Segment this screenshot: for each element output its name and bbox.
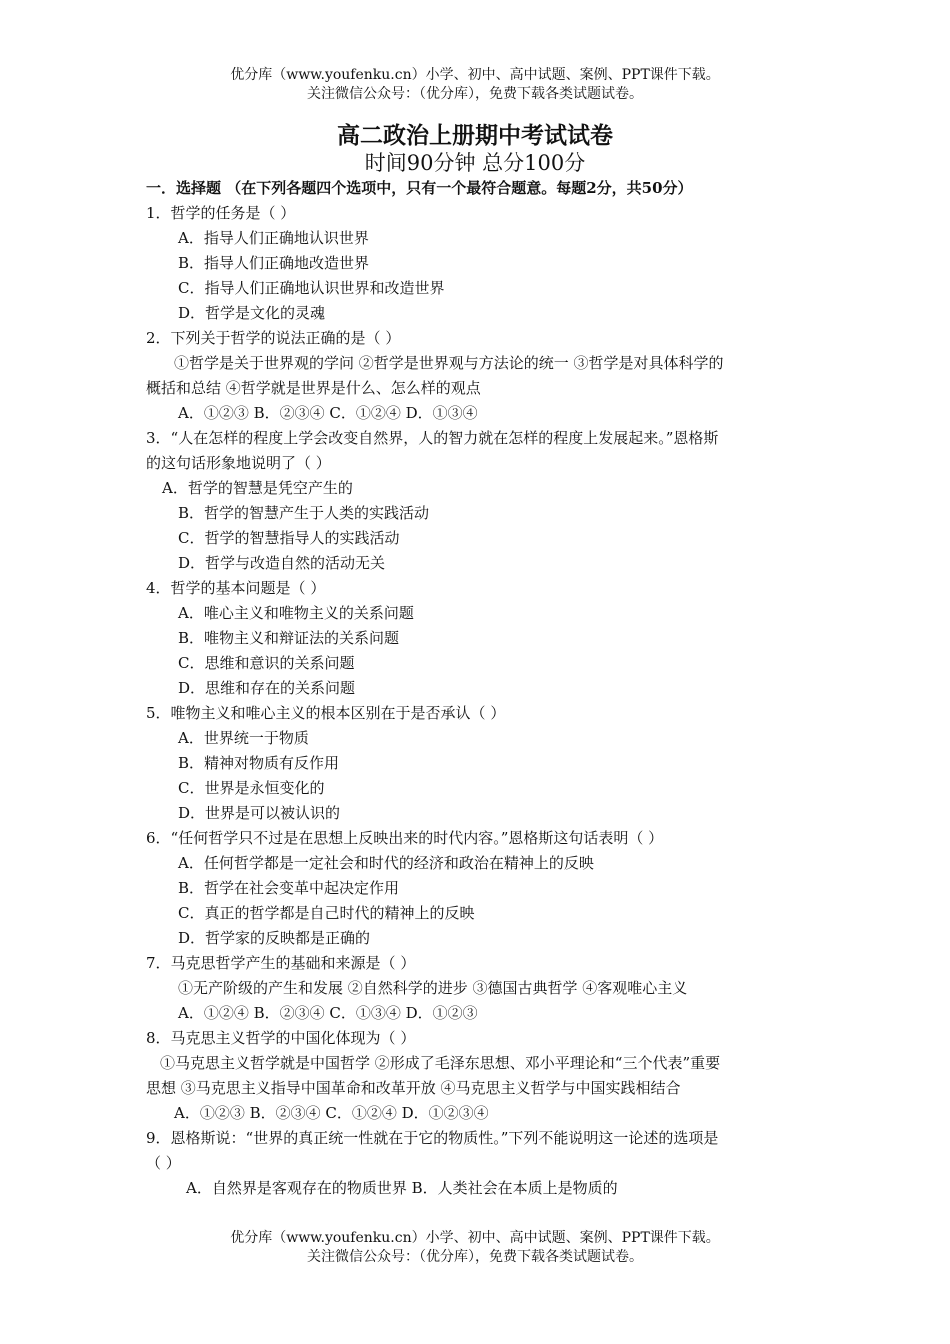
q4-option-b: B．唯物主义和辩证法的关系问题 (178, 629, 400, 647)
q2-options: A．①②③ B．②③④ C．①②④ D．①③④ (178, 404, 478, 422)
q2-items-line2: 概括和总结 ④哲学就是世界是什么、怎么样的观点 (146, 379, 481, 397)
q4-option-a: A．唯心主义和唯物主义的关系问题 (178, 604, 414, 622)
footer-line-2: 关注微信公众号：（优分库），免费下载各类试题试卷。 (307, 1249, 643, 1265)
q8-items-line1: ①马克思主义哲学就是中国哲学 ②形成了毛泽东思想、邓小平理论和“三个代表”重要 (160, 1054, 721, 1072)
q4-option-d: D．思维和存在的关系问题 (178, 679, 356, 697)
q1-option-b: B．指导人们正确地改造世界 (178, 254, 370, 272)
exam-body (146, 176, 812, 1201)
q9-stem-line2: （ ） (146, 1154, 181, 1172)
q3-option-c: C．哲学的智慧指导人的实践活动 (178, 529, 400, 547)
q1-option-c: C．指导人们正确地认识世界和改造世界 (178, 279, 445, 297)
q1-option-d: D．哲学是文化的灵魂 (178, 304, 326, 322)
q4-option-c: C．思维和意识的关系问题 (178, 654, 355, 672)
q6-option-a: A．任何哲学都是一定社会和时代的经济和政治在精神上的反映 (178, 854, 594, 872)
q5-option-a: A．世界统一于物质 (178, 729, 309, 747)
header-line-2: 关注微信公众号：（优分库），免费下载各类试题试卷。 (307, 86, 643, 102)
q7-stem: 7．马克思哲学产生的基础和来源是（ ） (146, 954, 416, 972)
q6-option-d: D．哲学家的反映都是正确的 (178, 929, 371, 947)
q3-stem-line1: 3．“人在怎样的程度上学会改变自然界，人的智力就在怎样的程度上发展起来。”恩格斯 (146, 429, 719, 447)
q9-options-ab: A．自然界是客观存在的物质世界 B．人类社会在本质上是物质的 (186, 1179, 618, 1197)
q3-option-a: A．哲学的智慧是凭空产生的 (162, 479, 353, 497)
page-title: 高二政治上册期中考试试卷 (337, 122, 613, 149)
q3-option-d: D．哲学与改造自然的活动无关 (178, 554, 386, 572)
q6-stem: 6．“任何哲学只不过是在思想上反映出来的时代内容。”恩格斯这句话表明（ ） (146, 829, 664, 847)
q1-stem: 1．哲学的任务是（ ） (146, 204, 296, 222)
q5-option-d: D．世界是可以被认识的 (178, 804, 341, 822)
q5-option-b: B．精神对物质有反作用 (178, 754, 340, 772)
q2-stem: 2．下列关于哲学的说法正确的是（ ） (146, 329, 401, 347)
section-heading: 一．选择题 （在下列各题四个选项中，只有一个最符合题意。每题2分，共50分） (146, 179, 693, 197)
q1-option-a: A．指导人们正确地认识世界 (178, 229, 369, 247)
q8-options: A．①②③ B．②③④ C．①②④ D．①②③④ (174, 1104, 489, 1122)
q6-option-b: B．哲学在社会变革中起决定作用 (178, 879, 400, 897)
q3-stem-line2: 的这句话形象地说明了（ ） (146, 454, 331, 472)
q9-stem-line1: 9．恩格斯说：“世界的真正统一性就在于它的物质性。”下列不能说明这一论述的选项是 (146, 1129, 719, 1147)
q8-items-line2: 思想 ③马克思主义指导中国革命和改革开放 ④马克思主义哲学与中国实践相结合 (146, 1079, 681, 1097)
q5-stem: 5．唯物主义和唯心主义的根本区别在于是否承认（ ） (146, 704, 506, 722)
footer-line-1: 优分库（www.youfenku.cn）小学、初中、高中试题、案例、PPT课件下载。 (230, 1230, 720, 1246)
header-line-1: 优分库（www.youfenku.cn）小学、初中、高中试题、案例、PPT课件下载。 (230, 67, 720, 83)
q4-stem: 4．哲学的基本问题是（ ） (146, 579, 326, 597)
q5-option-c: C．世界是永恒变化的 (178, 779, 325, 797)
q8-stem: 8．马克思主义哲学的中国化体现为（ ） (146, 1029, 416, 1047)
q7-options: A．①②④ B．②③④ C．①③④ D．①②③ (178, 1004, 478, 1022)
q2-items-line1: ①哲学是关于世界观的学问 ②哲学是世界观与方法论的统一 ③哲学是对具体科学的 (174, 354, 724, 372)
q6-option-c: C．真正的哲学都是自己时代的精神上的反映 (178, 904, 475, 922)
page-subtitle: 时间90分钟 总分100分 (364, 151, 586, 175)
q3-option-b: B．哲学的智慧产生于人类的实践活动 (178, 504, 430, 522)
q7-items: ①无产阶级的产生和发展 ②自然科学的进步 ③德国古典哲学 ④客观唯心主义 (178, 979, 688, 997)
